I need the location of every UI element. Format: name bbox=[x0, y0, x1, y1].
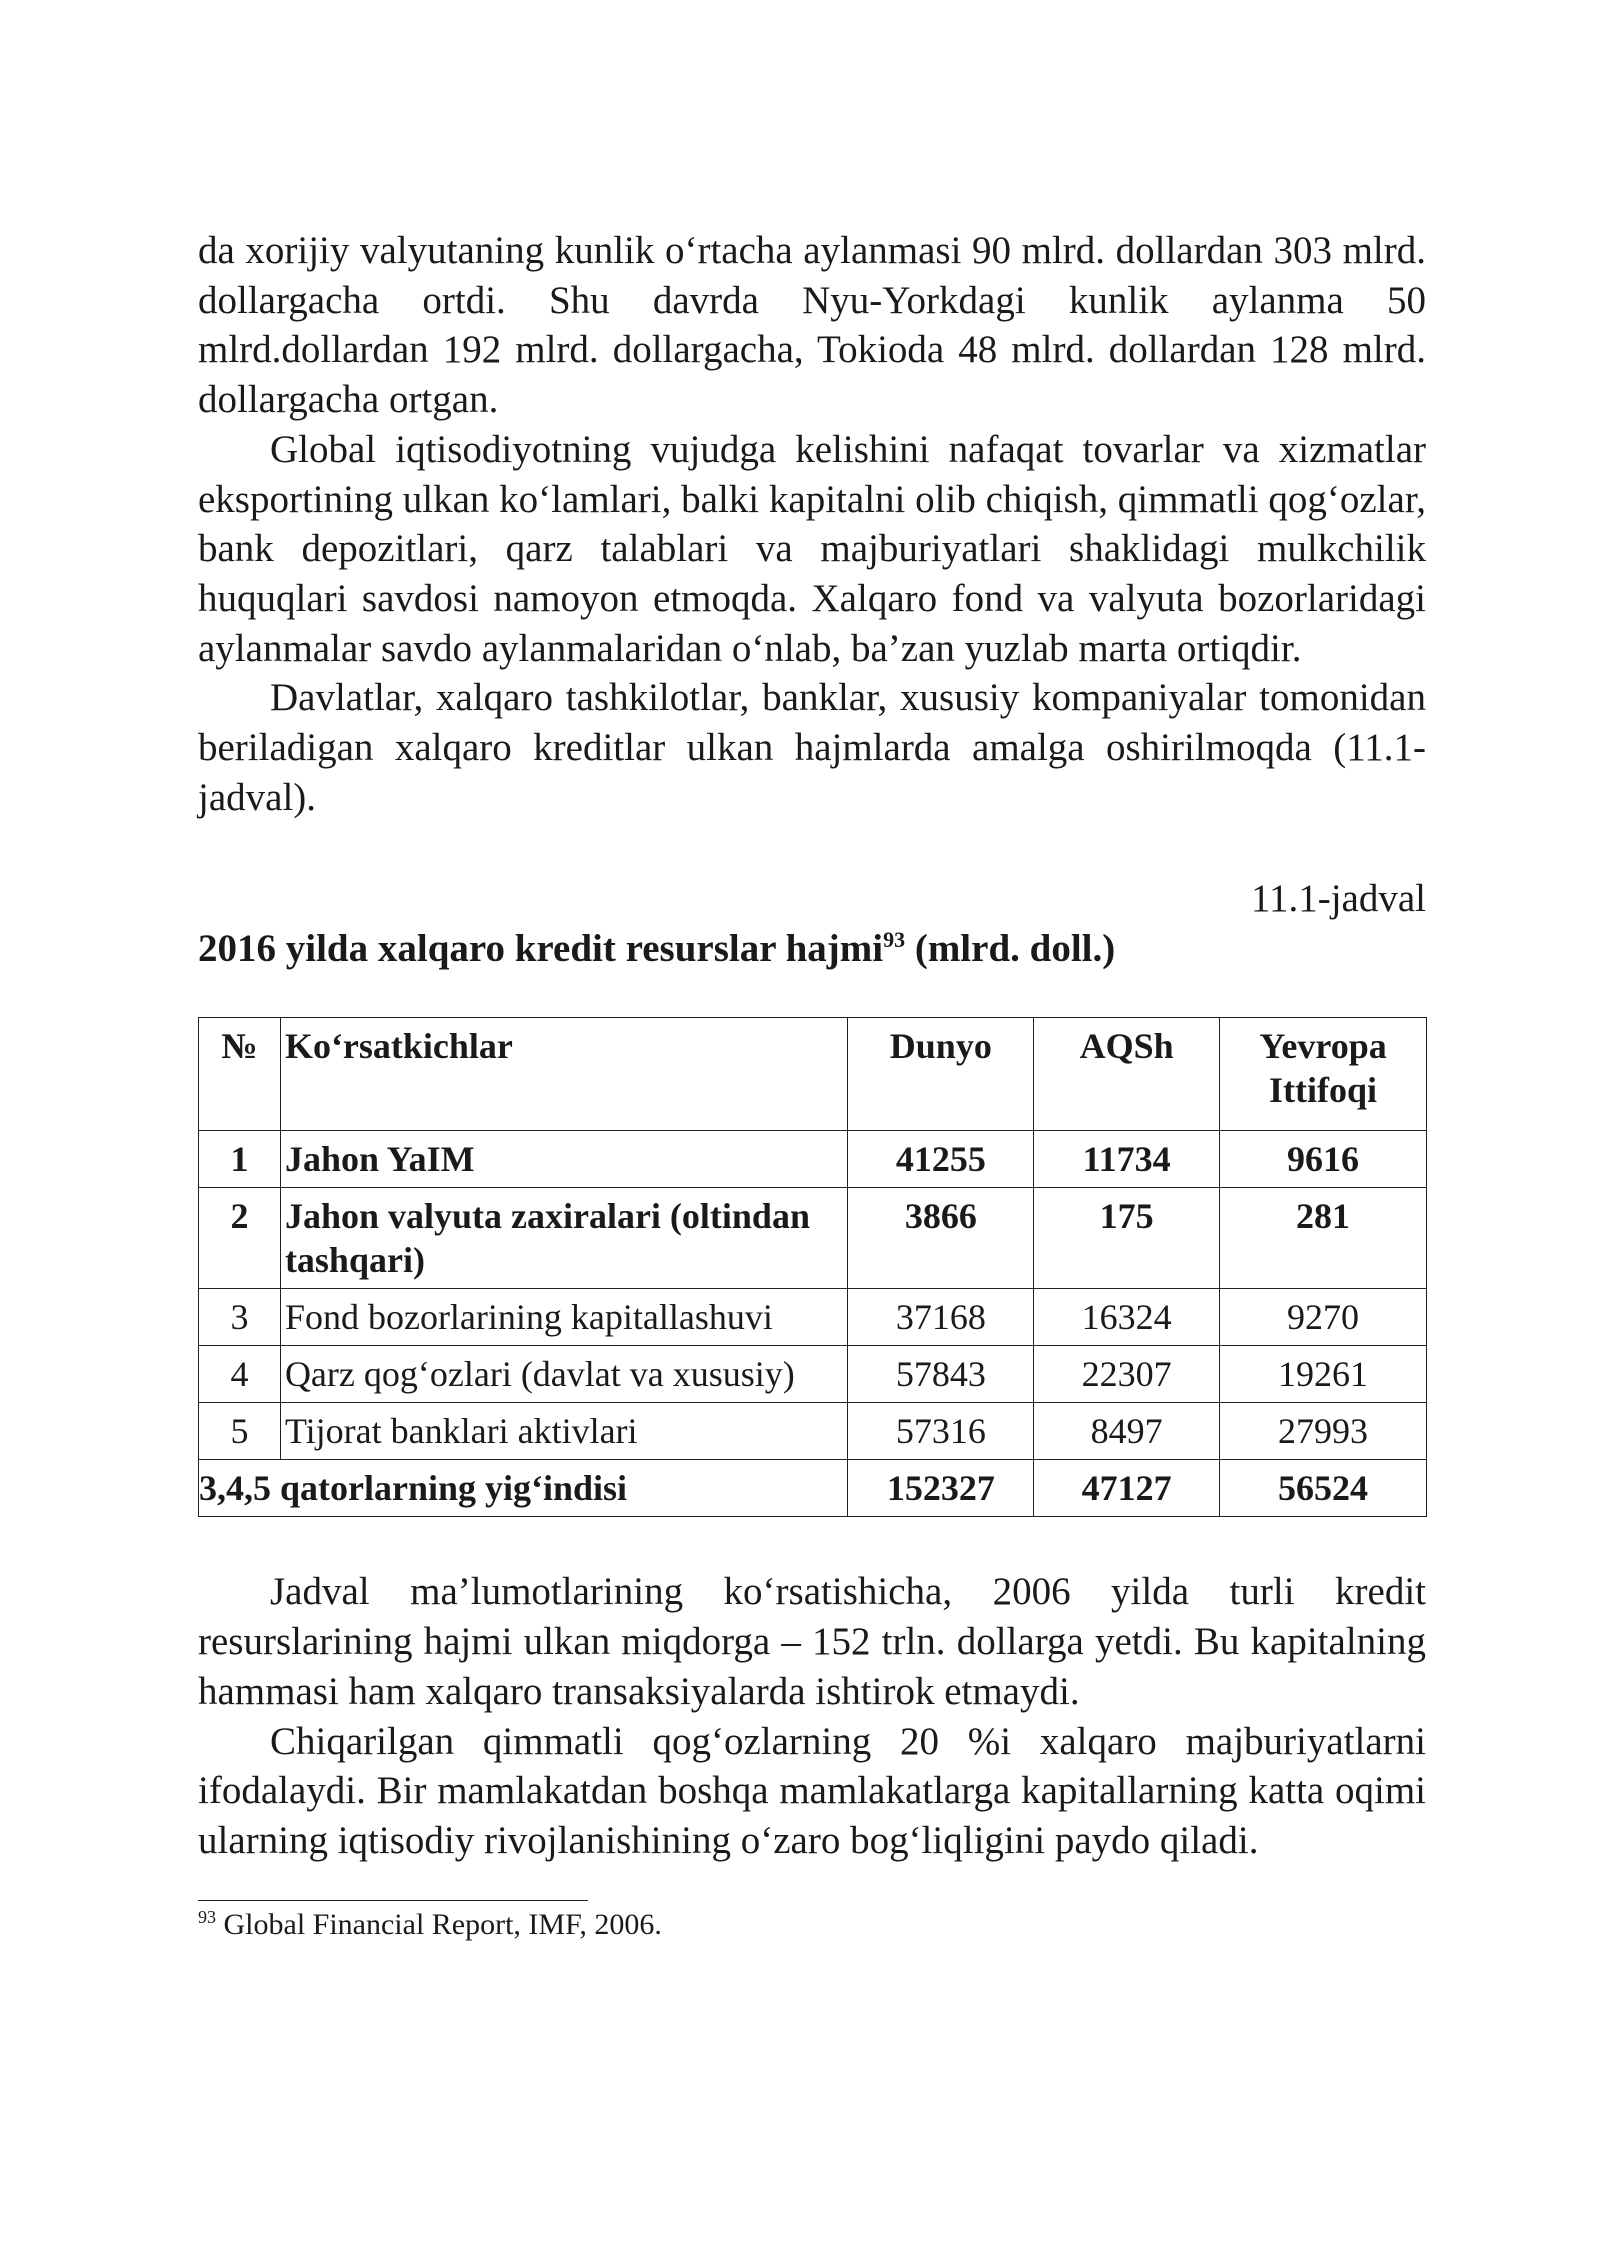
paragraph-4: Jadval ma’lumotlarining ko‘rsatishicha, 2006 yilda turli kredit resurslarining hajmi ulkan miqdorga – 152 trln. dollarga yetdi. Bu kapitalning hammasi ham xalqaro transaksiyalarda ishtirok etmaydi. bbox=[198, 1570, 1426, 1713]
row-label: Jahon valyuta zaxiralari (oltindan tashqari) bbox=[280, 1188, 847, 1289]
table-title-text: 2016 yilda xalqaro kredit resurslar hajmi bbox=[198, 927, 884, 971]
row-label: Fond bozorlarining kapitallashuvi bbox=[280, 1289, 847, 1346]
footnote-text: Global Financial Report, IMF, 2006. bbox=[223, 1907, 662, 1941]
row-eu: 9616 bbox=[1220, 1131, 1427, 1188]
row-no: 4 bbox=[199, 1346, 281, 1403]
paragraph-5: Chiqarilgan qimmatli qog‘ozlarning 20 %i xalqaro majburiyatlarni ifodalaydi. Bir mamlakatdan boshqa mamlakatlarga kapitallarning katta oqimi ularning iqtisodiy rivojlanishining o‘zaro bog‘liqligini paydo qiladi. bbox=[198, 1719, 1426, 1862]
table-header-row bbox=[199, 1018, 1427, 1131]
row-label: Jahon YaIM bbox=[280, 1131, 847, 1188]
row-eu: 19261 bbox=[1220, 1346, 1427, 1403]
table-number: 11.1-jadval bbox=[1250, 877, 1426, 921]
total-world: 152327 bbox=[848, 1460, 1034, 1517]
document-page bbox=[198, 226, 1426, 1945]
footnote-separator bbox=[198, 1900, 588, 1901]
table-total-row bbox=[199, 1460, 1427, 1517]
row-no: 2 bbox=[199, 1188, 281, 1289]
paragraph-1: da xorijiy valyutaning kunlik o‘rtacha aylanmasi 90 mlrd. dollardan 303 mlrd. dollargacha ortdi. Shu davrda Nyu-Yorkdagi kunlik aylanma 50 mlrd.dollardan 192 mlrd. dollargacha, Tokioda 48 mlrd. dollardan 128 mlrd. dollargacha ortgan. bbox=[198, 229, 1426, 422]
row-usa: 175 bbox=[1034, 1188, 1220, 1289]
text-after-table bbox=[198, 1567, 1426, 1865]
paragraph-2: Global iqtisodiyotning vujudga kelishini nafaqat tovarlar va xizmatlar eksportining ulkan ko‘lamlari, balki kapitalni olib chiqish, qimmatli qog‘ozlar, bank depozitlari, qarz talablari va majburiyatlari shaklidagi mulkchilik huquqlari savdosi namoyon etmoqda. Xalqaro fond va valyuta bozorlaridagi aylanmalar savdo aylanmalaridan o‘nlab, ba’zan yuzlab marta ortiqdir. bbox=[198, 427, 1426, 670]
row-world: 57843 bbox=[848, 1346, 1034, 1403]
paragraph-3: Davlatlar, xalqaro tashkilotlar, banklar, xususiy kompaniyalar tomonidan beriladigan xalqaro kreditlar ulkan hajmlarda amalga oshirilmoqda (11.1-jadval). bbox=[198, 676, 1426, 819]
row-no: 3 bbox=[199, 1289, 281, 1346]
footnote-number: 93 bbox=[198, 1906, 216, 1927]
row-world: 37168 bbox=[848, 1289, 1034, 1346]
row-usa: 8497 bbox=[1034, 1403, 1220, 1460]
footnote-ref: 93 bbox=[883, 927, 906, 953]
row-world: 41255 bbox=[848, 1131, 1034, 1188]
header-indicator: Ko‘rsatkichlar bbox=[280, 1018, 847, 1131]
row-eu: 281 bbox=[1220, 1188, 1427, 1289]
row-usa: 11734 bbox=[1034, 1131, 1220, 1188]
table-row bbox=[199, 1289, 1427, 1346]
total-eu: 56524 bbox=[1220, 1460, 1427, 1517]
table-title bbox=[198, 924, 1426, 974]
row-no: 5 bbox=[199, 1403, 281, 1460]
header-no: № bbox=[199, 1018, 281, 1131]
row-eu: 9270 bbox=[1220, 1289, 1427, 1346]
row-label: Tijorat banklari aktivlari bbox=[280, 1403, 847, 1460]
row-usa: 16324 bbox=[1034, 1289, 1220, 1346]
header-usa: AQSh bbox=[1034, 1018, 1220, 1131]
header-eu: Yevropa Ittifoqi bbox=[1220, 1018, 1427, 1131]
row-world: 3866 bbox=[848, 1188, 1034, 1289]
row-label: Qarz qog‘ozlari (davlat va xususiy) bbox=[280, 1346, 847, 1403]
row-no: 1 bbox=[199, 1131, 281, 1188]
row-eu: 27993 bbox=[1220, 1403, 1427, 1460]
table-row bbox=[199, 1346, 1427, 1403]
table-row bbox=[199, 1131, 1427, 1188]
header-world: Dunyo bbox=[848, 1018, 1034, 1131]
footnote bbox=[198, 1905, 1426, 1945]
credit-resources-table bbox=[198, 1017, 1427, 1517]
row-world: 57316 bbox=[848, 1403, 1034, 1460]
total-label: 3,4,5 qatorlarning yig‘indisi bbox=[199, 1460, 848, 1517]
table-title-unit: (mlrd. doll.) bbox=[914, 927, 1116, 971]
total-usa: 47127 bbox=[1034, 1460, 1220, 1517]
row-usa: 22307 bbox=[1034, 1346, 1220, 1403]
table-row bbox=[199, 1403, 1427, 1460]
table-row bbox=[199, 1188, 1427, 1289]
